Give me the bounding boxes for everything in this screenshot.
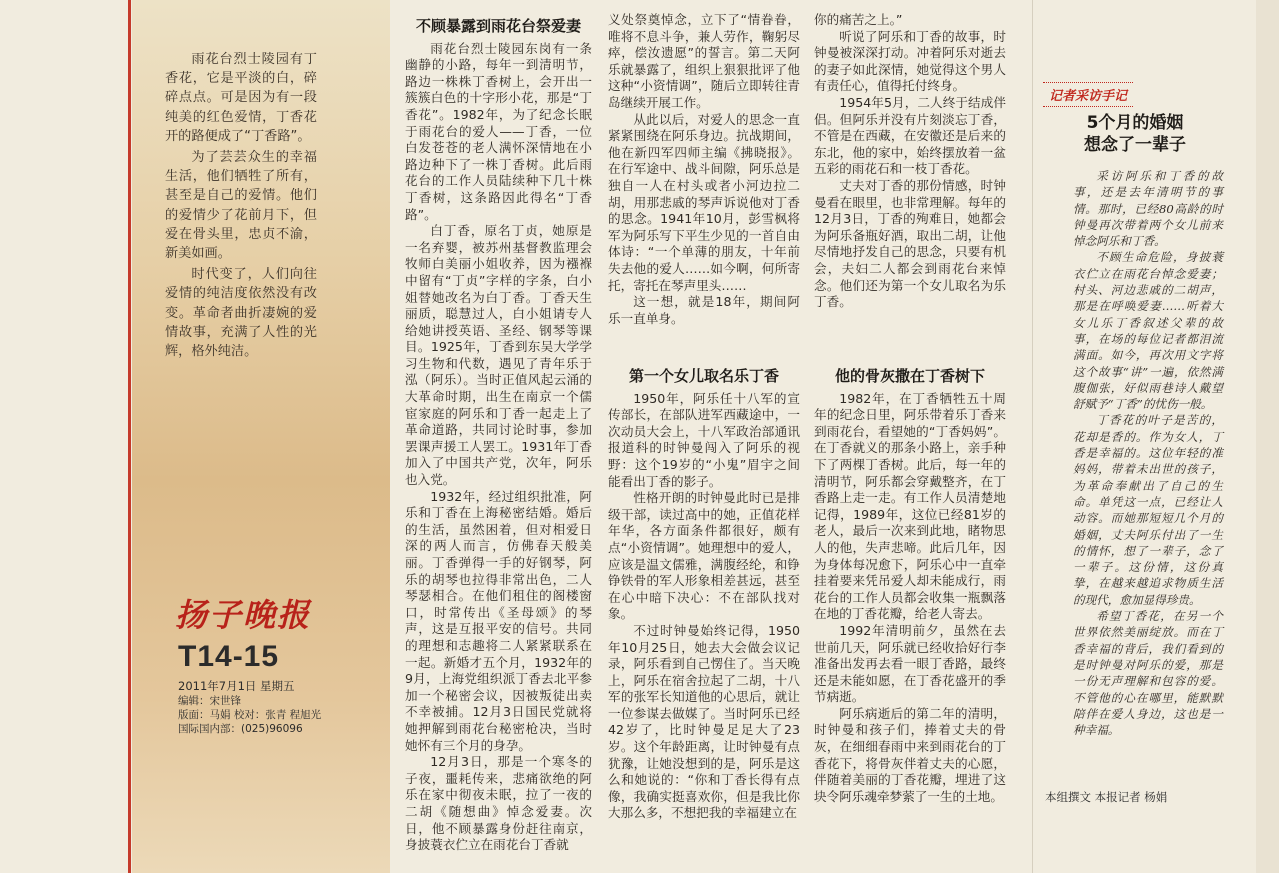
article-paragraph: 1950年，阿乐任十八军的宣传部长，在部队进军西藏途中，一次动员大会上，十八军政治部通讯报道科的时钟曼闯入了阿乐的视野：这个19岁的“小鬼”眉宇之间能看出丁香的影子。: [608, 390, 800, 489]
article-column-3: [814, 12, 1006, 311]
article-paragraph: 1932年，经过组织批准，阿乐和丁香在上海秘密结婚。婚后的生活，虽然困着，但对相爱日深的两人而言，仿佛春天般美丽。丁香弹得一手的好钢琴，阿乐的胡琴也拉得非常出色，二人琴瑟相合。在他们租住的阁楼窗口，时常传出《圣母颂》的琴声，这是互报平安的信号。共同的理想和志趣将二人紧紧联系在一起。新婚才五个月，1932年的9月，上海党组织派丁香去北平参加一个秘密会议，因被叛徒出卖不幸被捕。12月3日国民党就将她押解到雨花台秘密枪决，当时她怀有三个月的身孕。: [405, 488, 592, 753]
sidebar-paragraph: 不顾生命危险，身披蓑衣伫立在雨花台悼念爱妻；村头、河边悲戚的二胡声，那是在呼唤爱妻……听着大女儿乐丁香叙述父辈的故事，在场的每位记者都泪流满面。如今，再次用文字将这个故事“讲”一遍，依然满腹伽张，好似雨巷诗人戴望舒赋予“丁香”的忧伤一般。: [1073, 250, 1223, 412]
article-paragraph: 听说了阿乐和丁香的故事，时钟曼被深深打动。冲着阿乐对逝去的妻子如此深情，她觉得这个男人有责任心，值得托付终身。: [814, 28, 1006, 94]
article-paragraph: 丈夫对丁香的那份情感，时钟曼看在眼里，也非常理解。每年的12月3日，丁香的殉难日，她都会为阿乐备瓶好酒，取出二胡，让他尽情地抒发自己的思念，只要有机会，夫妇二人都会到雨花台来悼念。他们还为第一个女儿取名为乐丁香。: [814, 177, 1006, 310]
article-paragraph: 1992年清明前夕，虽然在去世前几天，阿乐就已经收拾好行李准备出发再去看一眼丁香路，最终还是未能如愿，在丁香花盛开的季节病逝。: [814, 622, 1006, 705]
sidebar-title-line: 想念了一辈子: [1084, 135, 1186, 155]
column-divider: [1032, 0, 1033, 873]
intro-paragraph: 时代变了，人们向往爱情的纯洁度依然没有改变。革命者曲折凄婉的爱情故事，充满了人性的光辉，格外纯洁。: [165, 267, 317, 360]
article-paragraph: 你的痛苦之上。”: [814, 12, 903, 27]
sidebar-label: 记者采访手记: [1043, 82, 1133, 107]
article-column-1: [405, 18, 592, 854]
article-paragraph: 这一想，就是18年，期间阿乐一直单身。: [608, 294, 800, 326]
article-paragraph: 白丁香，原名丁贞，她原是一名弃婴，被苏州基督教监理会牧师白美丽小姐收养，因为襁褓中留有“丁贞”字样的字条，白小姐替她改名为白丁香。丁香天生丽质，聪慧过人，白小姐请专人给她讲授英语、圣经、钢琴等课目。1925年，丁香到东吴大学学习生物和代数，遇见了青年乐于泓（阿乐）。当时正值风起云涌的大革命时期，出生在南京一个儒宦家庭的阿乐和丁香一起走上了革命道路，共同讨论时事，参加罢课声援工人罢工。1931年丁香加入了中国共产党，次年，阿乐也入党。: [405, 223, 592, 488]
section-heading: 他的骨灰撒在丁香树下: [834, 367, 985, 385]
editor-credit: 编辑：宋世锋: [178, 695, 241, 707]
article-paragraph: 性格开朗的时钟曼此时已是排级干部，读过高中的她，正值花样年华，各方面条件都很好，颇有点“小资情调”。她理想中的爱人，应该是温文儒雅，满腹经纶，和铮铮铁骨的军人形象相差甚远，甚至在心中暗下决心：不在部队找对象。: [608, 490, 800, 622]
intro-paragraph: 雨花台烈士陵园有丁香花，它是平淡的白，碎碎点点。可是因为有一段纯美的红色爱情，丁香花开的路便成了“丁香路”。: [165, 52, 317, 144]
red-margin-rule: [128, 0, 131, 873]
intro-paragraph: 为了芸芸众生的幸福生活，他们牺牲了所有，甚至是自己的爱情。他们的爱情少了花前月下，但爱在骨头里，忠贞不渝，新美如画。: [165, 150, 317, 262]
section-heading: 不顾暴露到雨花台祭爱妻: [415, 17, 581, 35]
article-paragraph: 12月3日，那是一个寒冬的子夜，噩耗传来，悲痛欲绝的阿乐在家中彻夜未眠，拉了一夜的二胡《随想曲》悼念爱妻。次日，他不顾暴露身份赶往南京，身披蓑衣伫立在雨花台丁香就: [405, 754, 592, 853]
sidebar-title-line: 5个月的婚姻: [1086, 113, 1184, 133]
article-paragraph: 不过时钟曼始终记得，1950年10月25日，她去大会做会议记录，阿乐看到自己愣住了。当天晚上，阿乐在宿舍拉起了二胡，十八军的张军长知道他的心思后，就让一位参谋去做媒了。当时阿乐已经42岁了，比时钟曼足足大了23岁。这个年龄距离，让时钟曼有点犹豫，让她没想到的是，阿乐是这么和她说的：“你和丁香长得有点像，我确实挺喜欢你，但是我比你大那么多，不想把我的幸福建立在: [608, 622, 800, 821]
article-paragraph: 雨花台烈士陵园东岗有一条幽静的小路，每年一到清明节，路边一株株丁香树上，会开出一簇簇白色的十字形小花，那是“丁香花”。1982年，为了纪念长眠于雨花台的爱人——丁香，一位白发苍苍的老人满怀深情地在小路边种下了一株丁香树。此后雨花台的工作人员陆续种下几十株丁香树，这条路因此得名“丁香路”。: [405, 40, 592, 222]
sidebar-paragraph: 采访阿乐和丁香的故事，还是去年清明节的事情。那时，已经80高龄的时钟曼再次带着两个女儿前来悼念阿乐和丁香。: [1073, 169, 1223, 249]
issue-date: 2011年7月1日 星期五: [178, 679, 295, 693]
article-paragraph: 从此以后，对爱人的思念一直紧紧围绕在阿乐身边。抗战期间，他在新四军四师主编《拂晓报》。在行军途中、战斗间隙，阿乐总是独自一人在村头或者小河边拉二胡，用那悲戚的琴声诉说他对丁香的思念。1941年10月，彭雪枫将军为阿乐写下平生少见的一首自由体诗：“一个单薄的朋友，十年前失去他的爱人……如今啊，何所寄托，寄托在琴声里头……: [608, 111, 800, 293]
article-column-2-lower: [608, 368, 800, 822]
newspaper-logo: 扬子晚报: [175, 596, 312, 634]
sidebar-body: [1073, 168, 1223, 738]
design-credit: 版面：马娟 校对：张青 程旭光: [178, 709, 322, 721]
sidebar-title: [1040, 112, 1230, 156]
page-edge: [1256, 0, 1279, 873]
article-paragraph: 1954年5月，二人终于结成伴侣。但阿乐并没有片刻淡忘丁香，不管是在西藏，在安徽还是后来的东北，他的家中，始终摆放着一盆五彩的雨花石和一枝丁香花。: [814, 94, 1006, 177]
article-column-2: [608, 12, 800, 327]
phone-credit: 国际国内部：(025)96096: [178, 723, 303, 735]
article-paragraph: 阿乐病逝后的第二年的清明，时钟曼和孩子们，捧着丈夫的骨灰，在细细春雨中来到雨花台的丁香花下，将骨灰伴着丈夫的心愿，伴随着美丽的丁香花瓣，埋进了这块令阿乐魂牵梦萦了一生的土地。: [814, 705, 1006, 804]
sidebar-paragraph: 希望丁香花，在另一个世界依然美丽绽放。而在丁香幸福的背后，我们看到的是时钟曼对阿乐的爱，那是一份无声理解和包容的爱。不管他的心在哪里，能默默陪伴在爱人身边，这也是一种幸福。: [1073, 609, 1223, 738]
article-paragraph: 1982年，在丁香牺牲五十周年的纪念日里，阿乐带着乐丁香来到雨花台，看望她的“丁香妈妈”。在丁香就义的那条小路上，亲手种下了两棵丁香树。此后，每一年的清明节，阿乐都会穿戴整齐，在丁香路上走一走。有工作人员清楚地记得，1989年，这位已经81岁的老人，最后一次来到此地，睹物思人的他，失声悲啼。此后几年，因为身体每况愈下，阿乐心中一直牵挂着要来凭吊爱人却未能成行，雨花台的工作人员都会收集一瓶飘落在地的丁香花瓣，给老人寄去。: [814, 390, 1006, 622]
article-column-3-lower: [814, 368, 1006, 805]
section-heading: 第一个女儿取名乐丁香: [628, 367, 779, 385]
editorial-credits: [178, 694, 378, 736]
sidebar-paragraph: 丁香花的叶子是苦的，花却是香的。作为女人，丁香是幸福的。这位年轻的准妈妈，带着未出世的孩子，为革命奉献出了自己的生命。单凭这一点，已经让人动容。而她那短短几个月的婚姻，丈夫阿乐付出了一生的情怀，想了一辈子，念了一辈子。这份情，这份真挚，在越来越追求物质生活的现代，愈加显得珍贵。: [1073, 413, 1223, 607]
intro-text: [165, 50, 317, 363]
article-paragraph: 义处祭奠悼念，立下了“情眷眷，唯将不息斗争，兼人劳作，鞠躬尽瘁，偿汝遗愿”的誓言。第二天阿乐就暴露了，组织上狠狠批评了他这种“小资情调”，随后立即转往青岛继续开展工作。: [608, 12, 800, 110]
byline: 本组撰文 本报记者 杨娟: [1045, 790, 1168, 804]
page-number: T14-15: [178, 640, 280, 673]
